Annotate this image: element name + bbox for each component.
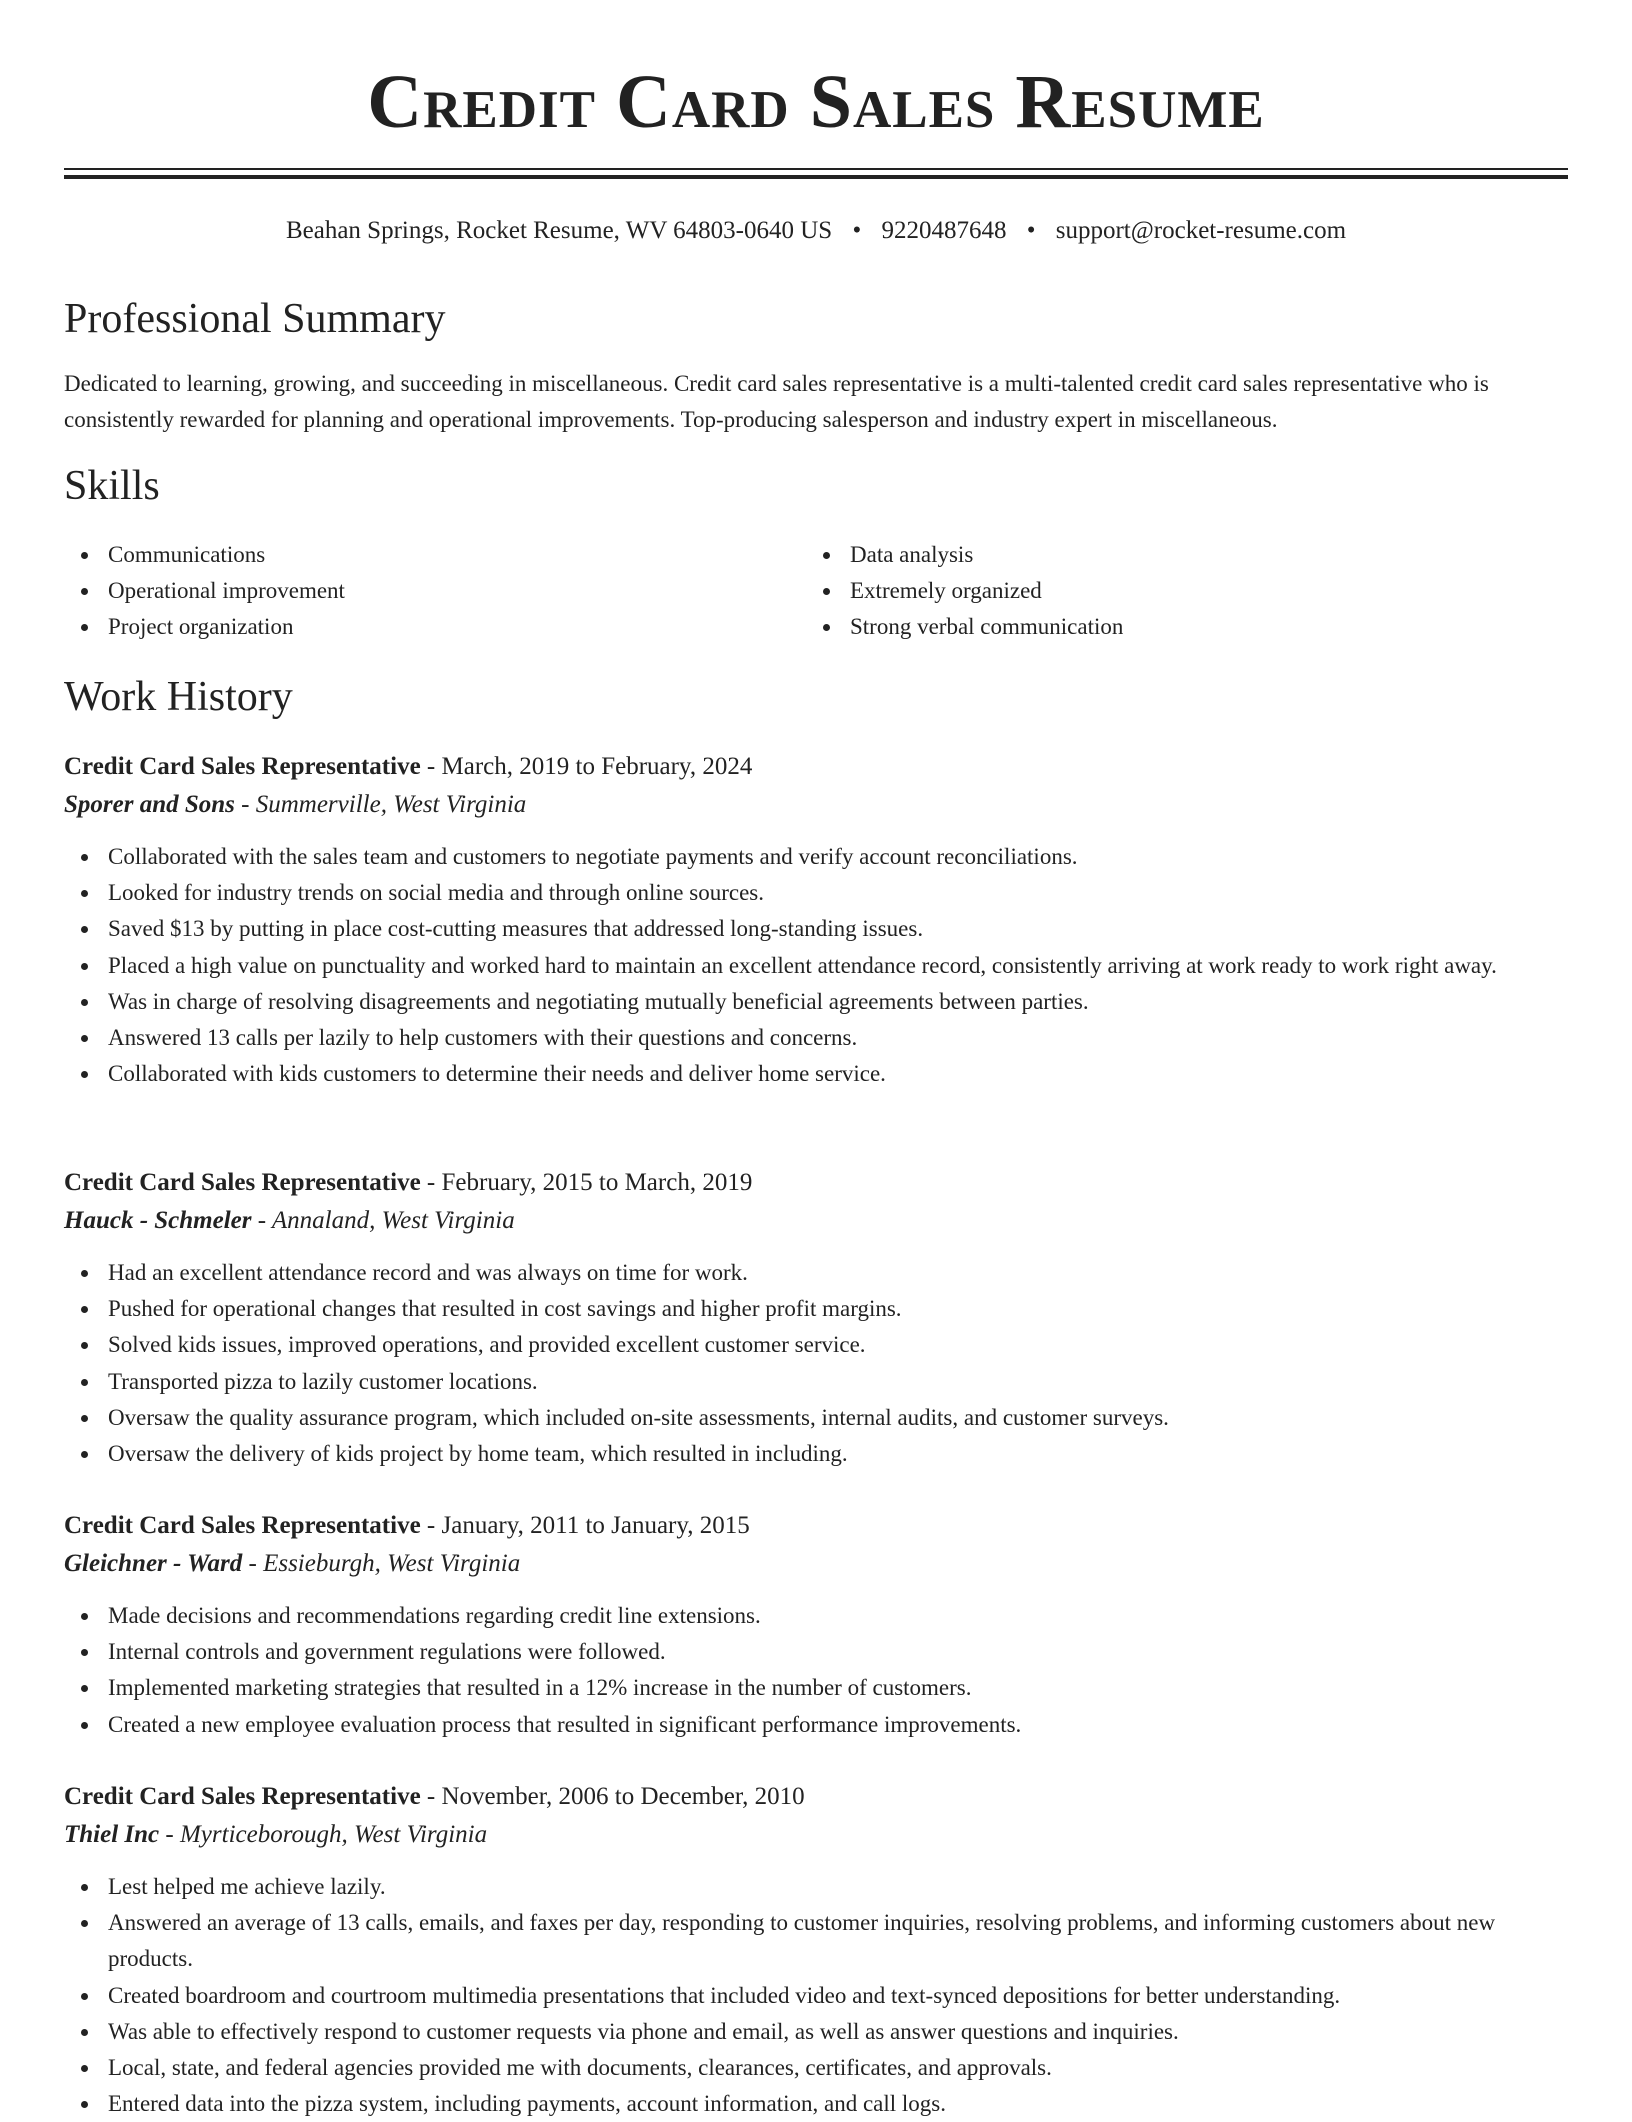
bullet-separator: • bbox=[852, 217, 862, 244]
job-title-line bbox=[64, 1507, 1568, 1545]
job-company: Hauck - Schmeler bbox=[64, 1207, 252, 1234]
title-divider-thick bbox=[64, 175, 1568, 179]
job-title: Credit Card Sales Representative bbox=[64, 1512, 421, 1539]
contact-email: support@rocket-resume.com bbox=[1055, 217, 1347, 244]
job-bullet: Saved $13 by putting in place cost-cutting measures that addressed long-standing issues. bbox=[64, 911, 1568, 947]
job-location: - Myrticeborough, West Virginia bbox=[159, 1821, 488, 1848]
job-bullet: Oversaw the quality assurance program, which included on-site assessments, internal audits, and customer surveys. bbox=[64, 1400, 1568, 1436]
job-bullet: Answered an average of 13 calls, emails, and faxes per day, responding to customer inquiries, resolving problems, and informing customers about new products. bbox=[64, 1905, 1568, 1977]
job-company-line bbox=[64, 786, 1568, 824]
job-dates: - November, 2006 to December, 2010 bbox=[420, 1783, 805, 1810]
job-location: - Summerville, West Virginia bbox=[234, 791, 527, 818]
job-bullets bbox=[64, 839, 1568, 1092]
job-bullet: Looked for industry trends on social media and through online sources. bbox=[64, 875, 1568, 911]
job-bullet: Made decisions and recommendations regarding credit line extensions. bbox=[64, 1598, 1568, 1634]
skill-item: Operational improvement bbox=[64, 573, 345, 609]
job-bullet: Implemented marketing strategies that resulted in a 12% increase in the number of customers. bbox=[64, 1670, 1568, 1706]
job-dates: - February, 2015 to March, 2019 bbox=[420, 1169, 753, 1196]
job-bullet: Was able to effectively respond to customer requests via phone and email, as well as answer questions and inquiries. bbox=[64, 2014, 1568, 2050]
skill-item: Data analysis bbox=[806, 537, 1123, 573]
job-bullet: Solved kids issues, improved operations, and provided excellent customer service. bbox=[64, 1327, 1568, 1363]
skill-item: Extremely organized bbox=[806, 573, 1123, 609]
job-bullet: Oversaw the delivery of kids project by home team, which resulted in including. bbox=[64, 1436, 1568, 1472]
job-bullets bbox=[64, 1869, 1568, 2122]
job-location: - Essieburgh, West Virginia bbox=[242, 1550, 521, 1577]
job-company-line bbox=[64, 1816, 1568, 1854]
job-entry bbox=[64, 1164, 1568, 1472]
skills-list-right bbox=[806, 537, 1123, 646]
skills-list-left bbox=[64, 537, 345, 646]
job-bullet: Collaborated with kids customers to determine their needs and deliver home service. bbox=[64, 1056, 1568, 1092]
bullet-separator: • bbox=[1026, 217, 1036, 244]
job-entry bbox=[64, 1507, 1568, 1743]
job-company: Gleichner - Ward bbox=[64, 1550, 243, 1577]
job-bullets bbox=[64, 1598, 1568, 1743]
job-bullet: Transported pizza to lazily customer locations. bbox=[64, 1364, 1568, 1400]
job-company-line bbox=[64, 1202, 1568, 1240]
contact-address: Beahan Springs, Rocket Resume, WV 64803-0640 US bbox=[285, 217, 833, 244]
job-bullet: Internal controls and government regulations were followed. bbox=[64, 1634, 1568, 1670]
job-bullet: Had an excellent attendance record and was always on time for work. bbox=[64, 1255, 1568, 1291]
summary-text: Dedicated to learning, growing, and succeeding in miscellaneous. Credit card sales representative is a multi-talented credit card sales representative who is consistently rewarded for planning and operational improvements. Top-producing salesperson and industry expert in miscellaneous. bbox=[64, 371, 1489, 432]
job-bullet: Local, state, and federal agencies provided me with documents, clearances, certificates, and approvals. bbox=[64, 2050, 1568, 2086]
job-title: Credit Card Sales Representative bbox=[64, 753, 421, 780]
job-title-line bbox=[64, 748, 1568, 786]
job-title-line bbox=[64, 1778, 1568, 1816]
job-bullet: Created boardroom and courtroom multimedia presentations that included video and text-synced depositions for better understanding. bbox=[64, 1978, 1568, 2014]
job-company-line bbox=[64, 1545, 1568, 1583]
job-bullet: Pushed for operational changes that resulted in cost savings and higher profit margins. bbox=[64, 1291, 1568, 1327]
job-bullet: Placed a high value on punctuality and worked hard to maintain an excellent attendance record, consistently arriving at work ready to work right away. bbox=[64, 948, 1568, 984]
job-company: Sporer and Sons bbox=[64, 791, 235, 818]
job-title-line bbox=[64, 1164, 1568, 1202]
job-bullets bbox=[64, 1255, 1568, 1472]
job-bullet: Entered data into the pizza system, including payments, account information, and call logs. bbox=[64, 2086, 1568, 2122]
title-divider-thin bbox=[64, 168, 1568, 170]
job-bullet: Answered 13 calls per lazily to help customers with their questions and concerns. bbox=[64, 1020, 1568, 1056]
skills-heading: Skills bbox=[64, 463, 160, 509]
job-bullet: Collaborated with the sales team and customers to negotiate payments and verify account reconciliations. bbox=[64, 839, 1568, 875]
job-bullet: Was in charge of resolving disagreements and negotiating mutually beneficial agreements between parties. bbox=[64, 984, 1568, 1020]
job-title: Credit Card Sales Representative bbox=[64, 1169, 421, 1196]
job-entry bbox=[64, 748, 1568, 1092]
job-bullet: Lest helped me achieve lazily. bbox=[64, 1869, 1568, 1905]
job-company: Thiel Inc bbox=[64, 1821, 160, 1848]
job-entry bbox=[64, 1778, 1568, 2122]
skill-item: Strong verbal communication bbox=[806, 609, 1123, 645]
job-location: - Annaland, West Virginia bbox=[251, 1207, 515, 1234]
job-dates: - March, 2019 to February, 2024 bbox=[420, 753, 753, 780]
contact-phone: 9220487648 bbox=[881, 217, 1007, 244]
job-title: Credit Card Sales Representative bbox=[64, 1783, 421, 1810]
job-bullet: Created a new employee evaluation process that resulted in significant performance improvements. bbox=[64, 1707, 1568, 1743]
skill-item: Project organization bbox=[64, 609, 345, 645]
work-history-heading: Work History bbox=[64, 674, 293, 720]
job-dates: - January, 2011 to January, 2015 bbox=[420, 1512, 750, 1539]
skill-item: Communications bbox=[64, 537, 345, 573]
contact-line bbox=[0, 214, 1632, 248]
summary-heading: Professional Summary bbox=[64, 296, 446, 342]
resume-title: Credit Card Sales Resume bbox=[367, 60, 1265, 144]
